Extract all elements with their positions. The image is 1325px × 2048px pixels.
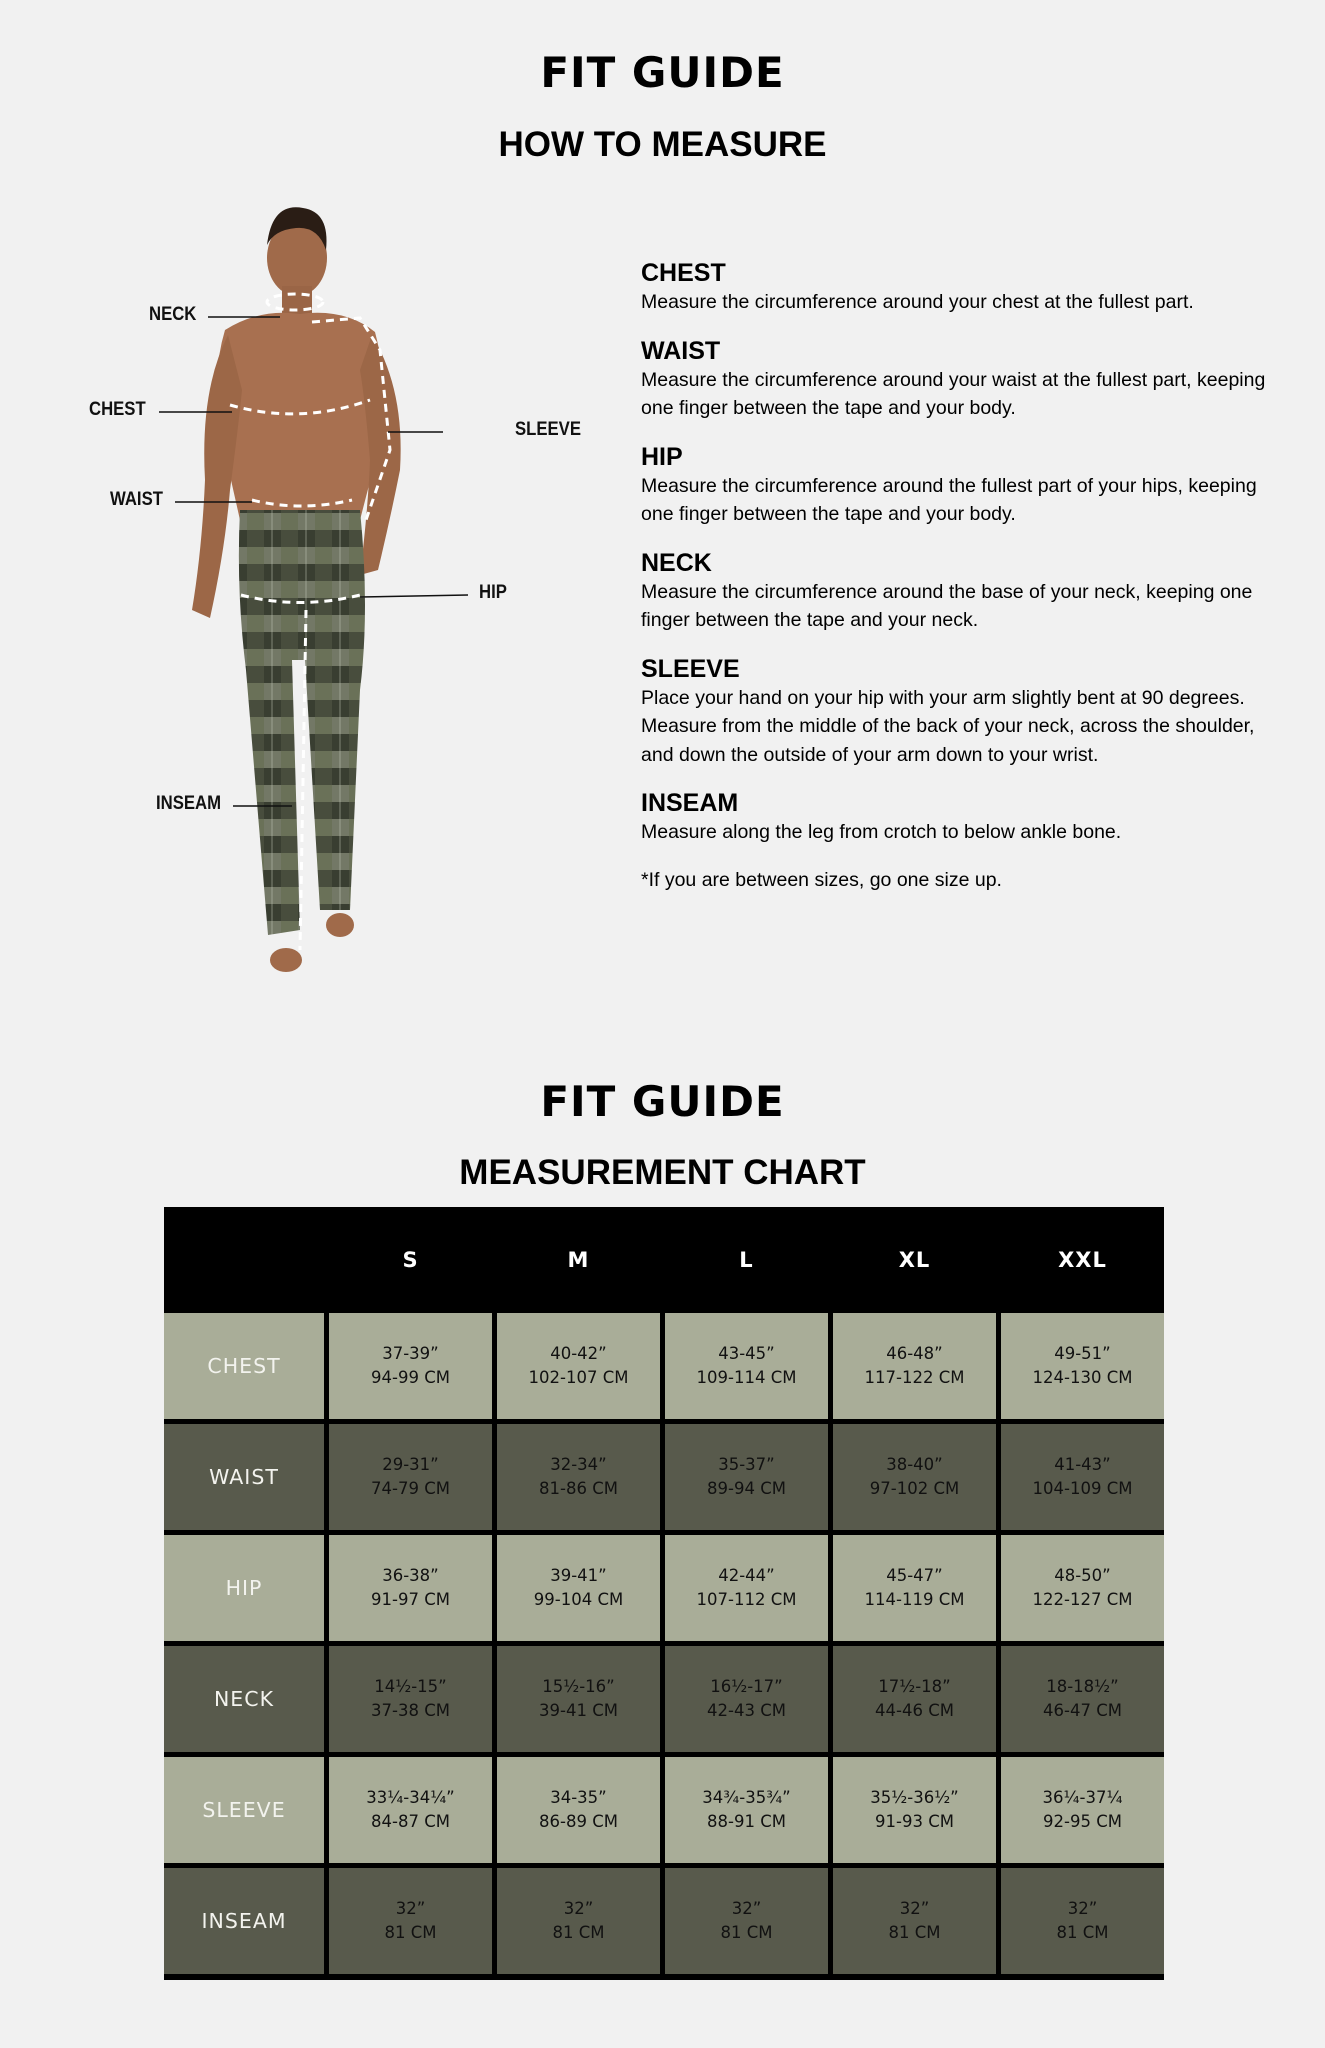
- waist-label: WAIST: [110, 489, 163, 510]
- chart-title: FIT GUIDE: [540, 1077, 785, 1126]
- table-cell: 38-40” 97-102 CM: [833, 1424, 996, 1530]
- row-label-inseam: INSEAM: [164, 1868, 324, 1974]
- neck-label: NECK: [149, 304, 197, 325]
- table-cell: 33¼-34¼” 84-87 CM: [329, 1757, 492, 1863]
- measure-instructions: [641, 258, 1301, 894]
- instruction-hip: HIP Measure the circumference around the fullest part of your hips, keeping one finger between the tape and your body.: [641, 442, 1257, 525]
- instruction-sleeve: SLEEVE Place your hand on your hip with your arm slightly bent at 90 degrees. Measure from the middle of the back of your neck, across the shoulder, and down the outside of your arm down to your wrist.: [641, 654, 1255, 766]
- table-cell: 41-43” 104-109 CM: [1001, 1424, 1164, 1530]
- size-header-xl: XL: [898, 1248, 931, 1272]
- table-cell: 15½-16” 39-41 CM: [497, 1646, 660, 1752]
- table-cell: 32-34” 81-86 CM: [497, 1424, 660, 1530]
- size-header-s: S: [402, 1248, 419, 1272]
- row-label-waist: WAIST: [164, 1424, 324, 1530]
- table-cell: 39-41” 99-104 CM: [497, 1535, 660, 1641]
- table-cell: 45-47” 114-119 CM: [833, 1535, 996, 1641]
- table-cell: 34¾-35¾” 88-91 CM: [665, 1757, 828, 1863]
- table-cell: 42-44” 107-112 CM: [665, 1535, 828, 1641]
- size-header-m: M: [567, 1248, 590, 1272]
- page-title: FIT GUIDE: [540, 48, 785, 97]
- instruction-chest: CHEST Measure the circumference around your chest at the fullest part.: [641, 259, 1194, 313]
- measurement-table: [164, 1207, 1164, 1980]
- page-subtitle: HOW TO MEASURE: [498, 125, 827, 164]
- table-cell: 32” 81 CM: [329, 1868, 492, 1974]
- table-cell: 35-37” 89-94 CM: [665, 1424, 828, 1530]
- size-header-l: L: [739, 1248, 754, 1272]
- table-cell: 36¼-37¼ 92-95 CM: [1001, 1757, 1164, 1863]
- size-note: *If you are between sizes, go one size up.: [641, 868, 1002, 891]
- size-header-xxl: XXL: [1058, 1248, 1107, 1272]
- hip-label: HIP: [479, 582, 507, 603]
- sleeve-label: SLEEVE: [515, 419, 581, 440]
- instruction-neck: NECK Measure the circumference around the base of your neck, keeping one finger between the tape and your neck.: [641, 548, 1253, 631]
- chest-label: CHEST: [89, 399, 146, 420]
- table-cell: 37-39” 94-99 CM: [329, 1313, 492, 1419]
- table-cell: 16½-17” 42-43 CM: [665, 1646, 828, 1752]
- instruction-inseam: INSEAM Measure along the leg from crotch to below ankle bone.: [641, 789, 1122, 843]
- table-cell: 49-51” 124-130 CM: [1001, 1313, 1164, 1419]
- table-cell: 17½-18” 44-46 CM: [833, 1646, 996, 1752]
- model-silhouette-illustration: [60, 190, 620, 1010]
- row-label-chest: CHEST: [164, 1313, 324, 1419]
- table-cell: 32” 81 CM: [665, 1868, 828, 1974]
- table-cell: 46-48” 117-122 CM: [833, 1313, 996, 1419]
- instruction-waist: WAIST Measure the circumference around your waist at the fullest part, keeping one finger between the tape and your body.: [641, 336, 1266, 419]
- table-cell: 32” 81 CM: [497, 1868, 660, 1974]
- row-label-sleeve: SLEEVE: [164, 1757, 324, 1863]
- measurement-figure: [60, 190, 620, 1010]
- table-cell: 14½-15” 37-38 CM: [329, 1646, 492, 1752]
- table-cell: 32” 81 CM: [1001, 1868, 1164, 1974]
- table-cell: 36-38” 91-97 CM: [329, 1535, 492, 1641]
- table-cell: 34-35” 86-89 CM: [497, 1757, 660, 1863]
- chart-subtitle: MEASUREMENT CHART: [459, 1153, 866, 1192]
- row-label-hip: HIP: [164, 1535, 324, 1641]
- row-label-neck: NECK: [164, 1646, 324, 1752]
- table-cell: 43-45” 109-114 CM: [665, 1313, 828, 1419]
- table-cell: 18-18½” 46-47 CM: [1001, 1646, 1164, 1752]
- table-header-corner: [164, 1207, 324, 1313]
- table-cell: 29-31” 74-79 CM: [329, 1424, 492, 1530]
- table-cell: 35½-36½” 91-93 CM: [833, 1757, 996, 1863]
- inseam-label: INSEAM: [156, 793, 222, 814]
- table-cell: 40-42” 102-107 CM: [497, 1313, 660, 1419]
- table-cell: 48-50” 122-127 CM: [1001, 1535, 1164, 1641]
- table-cell: 32” 81 CM: [833, 1868, 996, 1974]
